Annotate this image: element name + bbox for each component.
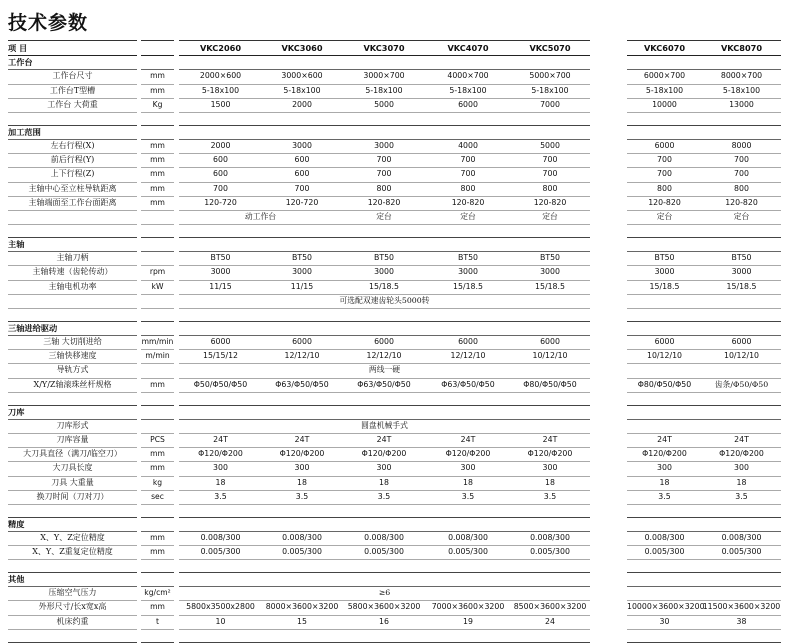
spec-value: 6000 [374, 336, 394, 346]
spec-value: 0.005/300 [721, 547, 762, 557]
spec-value: 3000 [292, 267, 312, 277]
row-divider [141, 392, 174, 393]
spec-unit: mm [150, 379, 165, 389]
spec-value: 6000 [292, 336, 312, 346]
row-divider [627, 321, 781, 322]
spec-label: X、Y、Z定位精度 [40, 532, 105, 542]
row-divider [179, 224, 590, 225]
spec-label: 大刀具长度 [52, 463, 93, 473]
section-title: 加工范围 [8, 126, 41, 137]
spec-value: Φ80/Φ50/Φ50 [523, 379, 577, 389]
spec-unit: m/min [145, 351, 170, 361]
row-divider [141, 629, 174, 630]
spec-label: 主轴转速（齿轮传动） [32, 267, 113, 277]
row-divider [8, 629, 137, 630]
spec-label: 刀库容量 [56, 434, 89, 444]
spec-value: 2000×600 [199, 71, 242, 81]
spec-value: 6000 [458, 99, 478, 109]
spec-value: 600 [294, 155, 310, 165]
row-divider [627, 572, 781, 573]
spec-value: 3.5 [658, 491, 671, 501]
row-divider [179, 392, 590, 393]
spec-value: 4000 [458, 140, 478, 150]
spec-value: Φ120/Φ200 [445, 449, 491, 459]
header-item-label: 项 目 [8, 43, 28, 53]
spec-value: 3.5 [543, 491, 557, 501]
model-header-vkc3060: VKC3060 [281, 43, 323, 53]
spec-value: Φ120/Φ200 [719, 449, 764, 459]
model-header-vkc8070: VKC8070 [720, 43, 763, 53]
spec-unit: mm [150, 449, 165, 459]
spec-unit: mm [150, 85, 165, 95]
spec-value: 700 [376, 169, 392, 179]
spec-value: 5-18x100 [531, 85, 569, 95]
spec-value: 30 [659, 616, 670, 626]
spec-label: 工作台尺寸 [52, 71, 93, 81]
spec-value: 15/18.5 [649, 281, 680, 291]
spec-value: 24T [294, 434, 310, 444]
spec-value: 6000 [210, 336, 231, 346]
spec-value: 24T [542, 434, 558, 444]
page-title: 技术参数 [8, 12, 89, 34]
row-divider [627, 308, 781, 309]
spec-value: Φ120/Φ200 [527, 449, 573, 459]
spec-value: 600 [294, 169, 310, 179]
spec-value: 38 [736, 616, 747, 626]
spec-value: Φ50/Φ50/Φ50 [193, 379, 248, 389]
model-header-vkc6070: VKC6070 [643, 43, 686, 53]
spec-value: 0.008/300 [530, 532, 570, 542]
spec-value: 120-820 [725, 197, 758, 207]
spec-value: 120-720 [204, 197, 237, 207]
spec-value: 5-18x100 [283, 85, 321, 95]
row-divider [627, 405, 781, 406]
spec-label: 三轴 大切削进给 [43, 336, 102, 346]
spec-value: 24T [376, 434, 392, 444]
row-divider [179, 308, 590, 309]
row-divider [8, 112, 137, 113]
spec-value: 8000×3600×3200 [265, 602, 339, 612]
spec-value: 12/12/10 [450, 351, 486, 361]
section-title: 三轴进给驱动 [8, 322, 58, 333]
spec-value: 300 [294, 463, 310, 473]
spec-label: 上下行程(Z) [50, 169, 95, 179]
spec-unit: mm [150, 183, 165, 193]
row-divider [179, 125, 590, 126]
spec-unit: Kg [152, 99, 163, 109]
spec-value: 6000 [731, 336, 752, 346]
spec-value: 700 [657, 155, 672, 165]
spec-label: 工作台 大荷重 [47, 99, 98, 109]
spec-label: 工作台T型槽 [49, 85, 96, 95]
row-divider [8, 224, 137, 225]
spec-unit: mm [150, 602, 165, 612]
spec-unit: kg/cm² [144, 588, 171, 598]
row-divider [627, 125, 781, 126]
spec-unit [141, 363, 174, 377]
spec-unit [141, 294, 174, 308]
spec-unit: mm [150, 140, 165, 150]
spec-label: X/Y/Z轴滚珠丝杆规格 [33, 379, 112, 389]
spec-unit: PCS [150, 434, 165, 444]
spec-label: 主轴电机功率 [48, 281, 97, 291]
spec-value: 6000 [654, 336, 675, 346]
spec-value: 300 [657, 463, 672, 473]
spec-unit: mm [150, 71, 165, 81]
spec-value: 700 [460, 169, 476, 179]
spec-value: 12/12/10 [366, 351, 402, 361]
model-header-vkc2060: VKC2060 [199, 43, 242, 53]
spec-unit: t [156, 616, 159, 626]
spec-value: 5-18x100 [449, 85, 487, 95]
spec-value: BT50 [654, 253, 675, 263]
spec-value: 18 [297, 477, 307, 487]
spec-value: 700 [657, 169, 672, 179]
spec-value: 6000×700 [643, 71, 686, 81]
row-divider [141, 224, 174, 225]
spec-value: 120-820 [533, 197, 567, 207]
spec-value: 3000×600 [281, 71, 323, 81]
spec-value: 300 [213, 463, 228, 473]
row-divider [141, 559, 174, 560]
spec-value: Φ63/Φ50/Φ50 [275, 379, 329, 389]
spec-value: 10000 [652, 99, 677, 109]
spec-label: 外形尺寸/长x宽x高 [38, 602, 107, 612]
spec-label: 机床约重 [56, 616, 89, 626]
spec-value: 18 [463, 477, 473, 487]
spec-value: BT50 [210, 253, 231, 263]
spec-value: 700 [213, 183, 228, 193]
spec-value: 15/18.5 [726, 281, 757, 291]
row-divider [179, 112, 590, 113]
spec-value: 800 [460, 183, 476, 193]
spec-value: 6000 [540, 336, 560, 346]
row-divider [179, 55, 590, 56]
spec-value: 2000 [292, 99, 312, 109]
spec-span-value: 圆盘机械手式 [361, 420, 408, 430]
spec-value: 3.5 [461, 491, 475, 501]
spec-value: 5800×3600×3200 [347, 602, 421, 612]
spec-value: 10000×3600×3200 [627, 602, 705, 612]
spec-span-value: ≥6 [378, 588, 391, 598]
spec-label: 左右行程(X) [50, 140, 95, 150]
spec-value: 120-820 [451, 197, 485, 207]
model-header-vkc4070: VKC4070 [447, 43, 489, 53]
spec-label: 压缩空气压力 [48, 588, 97, 598]
row-divider [141, 308, 174, 309]
spec-unit: mm [150, 155, 165, 165]
row-divider [8, 504, 137, 505]
spec-value: 5-18x100 [365, 85, 403, 95]
row-divider [627, 363, 781, 364]
spec-value: 15 [297, 616, 307, 626]
spec-value: 3.5 [295, 491, 309, 501]
spec-label: 主轴端面至工作台面距离 [28, 197, 117, 207]
spec-value: 11/15 [209, 281, 232, 291]
row-divider [627, 586, 781, 587]
spec-label: 换刀时间（刀对刀） [36, 491, 109, 501]
spec-label: X、Y、Z重复定位精度 [32, 547, 113, 557]
section-title: 刀库 [8, 406, 25, 417]
spec-unit: kW [151, 281, 164, 291]
spec-value: 11500×3600×3200 [702, 602, 781, 612]
row-divider [627, 517, 781, 518]
spec-value: 1500 [210, 99, 231, 109]
spec-value: 5000 [374, 99, 394, 109]
spec-unit: mm [150, 532, 165, 542]
spec-value: 0.005/300 [530, 547, 570, 557]
spec-value: 18 [659, 477, 670, 487]
spec-label: 刀库形式 [56, 420, 89, 430]
spec-unit: mm [150, 169, 165, 179]
spec-value: 15/18.5 [369, 281, 399, 291]
spec-value: 0.008/300 [448, 532, 488, 542]
spec-value: 24 [545, 616, 555, 626]
row-divider [627, 629, 781, 630]
spec-label: 主轴刀柄 [56, 253, 89, 263]
spec-value: 0.005/300 [282, 547, 322, 557]
spec-value: 5000 [540, 140, 560, 150]
spec-value: 700 [376, 155, 392, 165]
spec-value: 0.008/300 [364, 532, 404, 542]
spec-value: 800 [376, 183, 392, 193]
spec-value: 3000 [292, 140, 312, 150]
spec-value: 3000 [374, 140, 394, 150]
spec-value: 120-820 [648, 197, 681, 207]
spec-value: 8000 [731, 140, 752, 150]
spec-value: 0.008/300 [644, 532, 685, 542]
row-divider [141, 504, 174, 505]
section-title: 精度 [8, 518, 25, 529]
spec-value: 18 [215, 477, 226, 487]
row-divider [8, 559, 137, 560]
spec-unit: mm [150, 547, 165, 557]
row-divider [627, 559, 781, 560]
spec-value: 0.005/300 [364, 547, 404, 557]
spec-value: 0.005/300 [200, 547, 241, 557]
spec-value: 3.5 [377, 491, 391, 501]
spec-unit [141, 251, 174, 265]
spec-span-value: 可选配双速齿轮头5000转 [339, 295, 430, 305]
spec-unit: sec [151, 491, 164, 501]
row-divider [179, 321, 590, 322]
row-divider [627, 392, 781, 393]
row-divider [627, 112, 781, 113]
spec-label: 三轴快移速度 [48, 351, 97, 361]
spec-value: 0.008/300 [200, 532, 241, 542]
spec-span-value: 动工作台 [244, 211, 277, 221]
spec-value: 24T [213, 434, 228, 444]
spec-value: 15/18.5 [535, 281, 565, 291]
spec-label [8, 294, 137, 308]
spec-value: 3000 [731, 267, 752, 277]
spec-value: 3000 [210, 267, 231, 277]
spec-value: 800 [657, 183, 672, 193]
spec-value: 6000 [458, 336, 478, 346]
spec-value: 800 [542, 183, 558, 193]
spec-value: 5000×700 [529, 71, 571, 81]
spec-value: 12/12/10 [284, 351, 320, 361]
spec-value: 700 [734, 155, 749, 165]
spec-value: Φ120/Φ200 [198, 449, 243, 459]
spec-value: 18 [379, 477, 389, 487]
spec-value: 10/12/10 [723, 351, 760, 361]
spec-value: 3000 [654, 267, 675, 277]
spec-value: 15/18.5 [453, 281, 483, 291]
spec-label: 导轨方式 [56, 365, 89, 375]
spec-value: 10/12/10 [532, 351, 568, 361]
spec-value: 5-18x100 [201, 85, 240, 95]
spec-value: 600 [213, 155, 228, 165]
spec-value: 24T [734, 434, 749, 444]
spec-value: BT50 [539, 253, 561, 263]
spec-value: 6000 [654, 140, 675, 150]
spec-label [8, 210, 137, 224]
spec-value: 24T [657, 434, 672, 444]
spec-value: 5800x3500x2800 [186, 602, 255, 612]
section-title: 工作台 [8, 57, 33, 68]
spec-unit: rpm [149, 267, 166, 277]
spec-value: 15/15/12 [202, 351, 239, 361]
spec-value: 19 [463, 616, 473, 626]
spec-value: 0.008/300 [721, 532, 762, 542]
spec-value: Φ80/Φ50/Φ50 [637, 379, 692, 389]
spec-value: BT50 [373, 253, 395, 263]
spec-label: 刀具 大重量 [51, 477, 94, 487]
spec-unit [141, 419, 174, 433]
model-header-vkc3070: VKC3070 [363, 43, 405, 53]
spec-value: 7000 [540, 99, 560, 109]
spec-value: BT50 [731, 253, 752, 263]
row-divider [179, 405, 590, 406]
spec-value: 5-18x100 [645, 85, 684, 95]
spec-value: BT50 [457, 253, 479, 263]
spec-value: 5-18x100 [722, 85, 761, 95]
spec-unit: kg [152, 477, 163, 487]
spec-unit: mm/min [141, 336, 174, 346]
row-divider [627, 224, 781, 225]
spec-value: 定台 [460, 211, 476, 221]
spec-value: 3.5 [735, 491, 748, 501]
spec-unit [141, 210, 174, 224]
spec-value: Φ120/Φ200 [361, 449, 407, 459]
spec-value: 定台 [656, 211, 673, 221]
spec-value: 3000×700 [363, 71, 405, 81]
spec-value: 16 [379, 616, 389, 626]
spec-unit: mm [150, 463, 165, 473]
spec-value: 800 [734, 183, 749, 193]
spec-value: 300 [376, 463, 392, 473]
row-divider [627, 504, 781, 505]
row-divider [141, 40, 174, 41]
spec-value: 0.005/300 [644, 547, 685, 557]
spec-value: Φ120/Φ200 [279, 449, 325, 459]
spec-value: 8500×3600×3200 [513, 602, 587, 612]
spec-label: 主轴中心至立柱导轨距离 [28, 183, 117, 193]
spec-value: BT50 [291, 253, 313, 263]
spec-value: 700 [542, 155, 558, 165]
spec-value: 18 [545, 477, 555, 487]
spec-value: Φ63/Φ50/Φ50 [357, 379, 411, 389]
section-title: 主轴 [8, 238, 25, 249]
spec-unit: mm [150, 197, 165, 207]
row-divider [179, 504, 590, 505]
row-divider [179, 517, 590, 518]
spec-value: Φ120/Φ200 [642, 449, 687, 459]
spec-value: 300 [542, 463, 558, 473]
spec-value: 600 [213, 169, 228, 179]
spec-value: 3000 [540, 267, 560, 277]
spec-value: 3000 [374, 267, 394, 277]
spec-value: 3000 [458, 267, 478, 277]
row-divider [627, 294, 781, 295]
spec-value: 10/12/10 [646, 351, 683, 361]
spec-value: 120-720 [285, 197, 319, 207]
spec-span-value: 两线一硬 [368, 365, 401, 375]
spec-value: 定台 [376, 211, 392, 221]
row-divider [627, 55, 781, 56]
spec-value: 10 [215, 616, 226, 626]
spec-value: 11/15 [290, 281, 314, 291]
spec-value: 700 [734, 169, 749, 179]
row-divider [8, 308, 137, 309]
row-divider [141, 112, 174, 113]
row-divider [179, 559, 590, 560]
spec-value: 0.005/300 [448, 547, 488, 557]
section-title: 其他 [8, 574, 25, 585]
spec-value: 24T [460, 434, 476, 444]
row-divider [179, 572, 590, 573]
row-divider [627, 237, 781, 238]
row-divider [627, 419, 781, 420]
spec-value: 700 [460, 155, 476, 165]
spec-value: 18 [736, 477, 747, 487]
spec-value: 0.008/300 [282, 532, 322, 542]
spec-value: 齿条/Φ50/Φ50 [714, 379, 769, 389]
row-divider [179, 629, 590, 630]
spec-value: 定台 [733, 211, 750, 221]
spec-value: 定台 [542, 211, 558, 221]
spec-value: 2000 [210, 140, 231, 150]
row-divider [8, 392, 137, 393]
spec-value: 700 [542, 169, 558, 179]
spec-label: 前后行程(Y) [50, 155, 95, 165]
spec-value: 300 [734, 463, 749, 473]
row-divider [179, 237, 590, 238]
model-header-vkc5070: VKC5070 [529, 43, 571, 53]
spec-value: 7000×3600×3200 [431, 602, 505, 612]
spec-value: 13000 [729, 99, 754, 109]
spec-value: 3.5 [214, 491, 227, 501]
spec-value: Φ63/Φ50/Φ50 [441, 379, 495, 389]
spec-value: 700 [294, 183, 310, 193]
spec-value: 300 [460, 463, 476, 473]
spec-value: 4000×700 [447, 71, 489, 81]
spec-value: 120-820 [367, 197, 401, 207]
spec-value: 8000×700 [720, 71, 763, 81]
spec-label: 大刀具直径（满刀/临空刀） [23, 449, 122, 459]
